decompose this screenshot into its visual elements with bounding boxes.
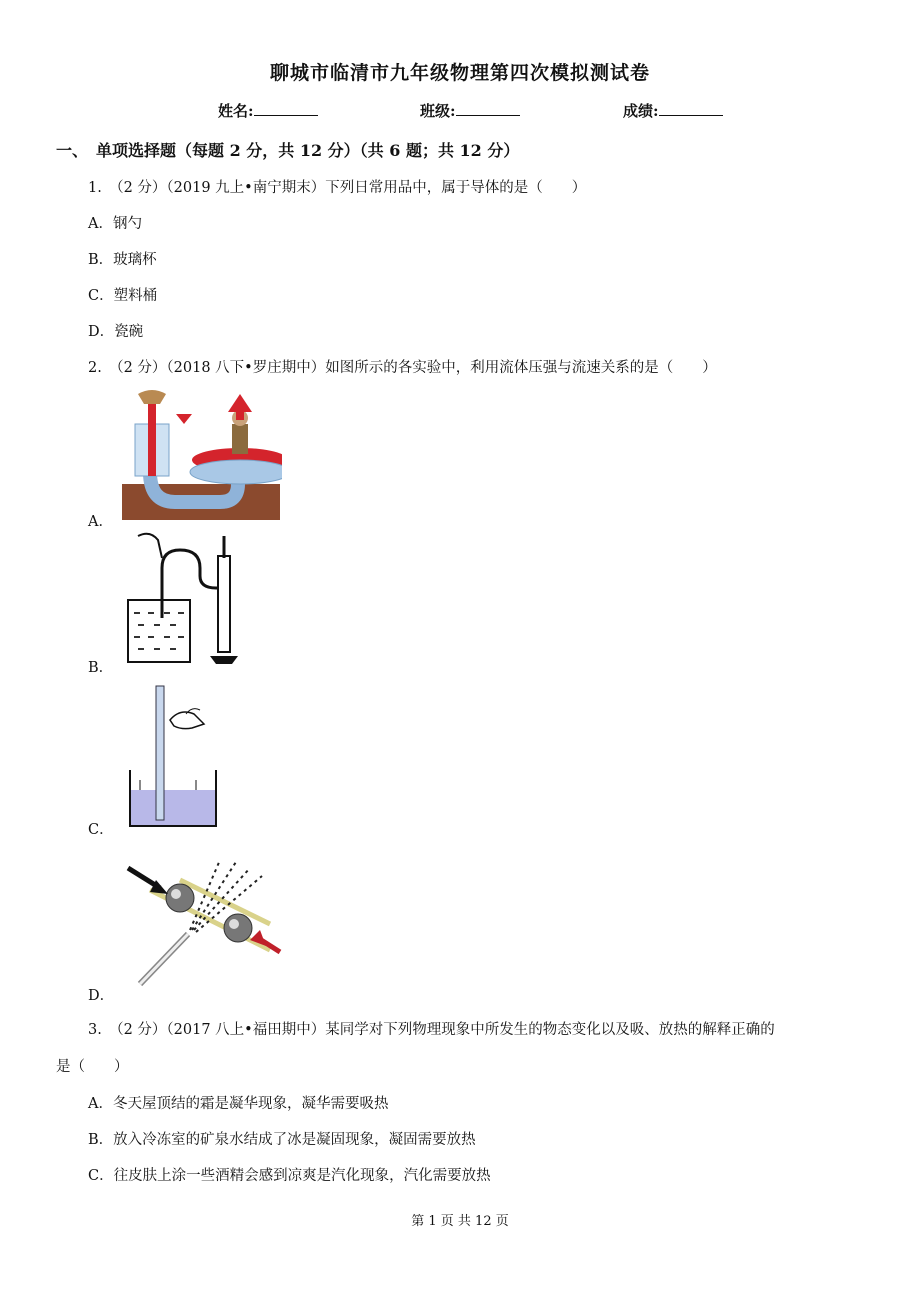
score-label: 成绩: xyxy=(623,102,659,120)
q2-option-d[interactable]: D． xyxy=(88,988,115,1004)
q2-option-a[interactable]: A． xyxy=(88,514,113,530)
q2-figure-c-straw-tube xyxy=(120,680,224,830)
class-label: 班级: xyxy=(420,102,456,120)
q3-option-a[interactable]: A．冬天屋顶结的霜是凝华现象，凝华需要吸热 xyxy=(88,1096,389,1112)
q2-option-c[interactable]: C． xyxy=(88,822,114,838)
score-blank[interactable] xyxy=(659,101,723,116)
score-field xyxy=(623,100,723,121)
q3-stem-line2: 是（ ） xyxy=(56,1059,129,1075)
section-heading: 一、 单项选择题（每题 2 分，共 12 分）（共 6 题；共 12 分） xyxy=(56,141,520,160)
q2-option-b[interactable]: B． xyxy=(88,660,114,676)
page-footer: 第 1 页 共 12 页 xyxy=(411,1214,509,1229)
name-field xyxy=(218,100,318,121)
q3-stem-line1: 3. （2 分）（2017 八上•福田期中）某同学对下列物理现象中所发生的物态变化以及吸、放热的解释正确的 xyxy=(88,1022,775,1038)
name-label: 姓名: xyxy=(218,102,254,120)
q1-option-a[interactable]: A．钢勺 xyxy=(88,216,142,232)
q1-stem: 1. （2 分）（2019 九上•南宁期末）下列日常用品中，属于导体的是（ ） xyxy=(88,180,587,196)
class-field xyxy=(420,100,520,121)
q1-option-c[interactable]: C．塑料桶 xyxy=(88,288,158,304)
q1-option-d[interactable]: D．瓷碗 xyxy=(88,324,144,340)
q2-figure-b-siphon-pump xyxy=(120,528,248,668)
q2-figure-a-connected-vessels xyxy=(120,384,282,524)
q3-option-c[interactable]: C．往皮肤上涂一些酒精会感到凉爽是汽化现象，汽化需要放热 xyxy=(88,1168,491,1184)
name-blank[interactable] xyxy=(254,101,318,116)
q1-option-b[interactable]: B．玻璃杯 xyxy=(88,252,157,268)
q3-option-b[interactable]: B．放入冷冻室的矿泉水结成了冰是凝固现象，凝固需要放热 xyxy=(88,1132,476,1148)
q2-figure-d-balls-airflow xyxy=(120,850,284,996)
class-blank[interactable] xyxy=(456,101,520,116)
q2-stem: 2. （2 分）（2018 八下•罗庄期中）如图所示的各实验中，利用流体压强与流速关系的是（ ） xyxy=(88,360,717,376)
page-title: 聊城市临清市九年级物理第四次模拟测试卷 xyxy=(269,62,650,84)
